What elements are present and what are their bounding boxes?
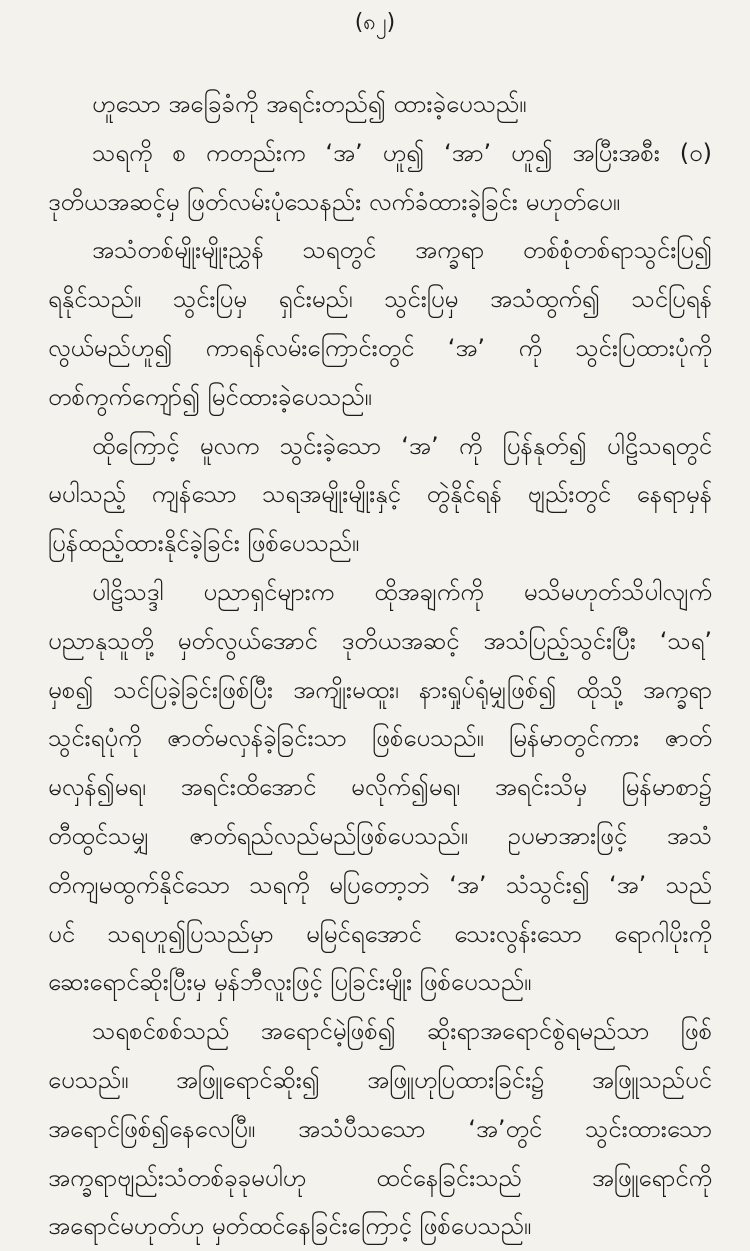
text-line: ပညာနုသူတို့ မှတ်လွယ်အောင် ဒုတိယအဆင့် အသံပြည့်သွင်းပြီး ‘သရ’ <box>48 626 712 655</box>
text-line: အသံတစ်မျိုးမျိုးညွှန် သရတွင် အက္ခရာ တစ်စုံတစ်ရာသွင်းပြ၍ <box>92 236 712 265</box>
text-line: သရစင်စစ်သည် အရောင်မဲ့ဖြစ်၍ ဆိုးရာအရောင်စွဲရမည်သာ ဖြစ် <box>92 1017 712 1046</box>
text-line: သရကို စ ကတည်းက ‘အ’ ဟူ၍ ‘အာ’ ဟူ၍ အပြီးအစီး (၀) <box>92 138 712 167</box>
text-line: လွယ်မည်ဟူ၍ ကာရန်လမ်းကြောင်းတွင် ‘အ’ ကို သွင်းပြထားပုံကို <box>48 333 712 362</box>
text-line: တီထွင်သမျှ ဇာတ်ရည်လည်မည်ဖြစ်ပေသည်။ ဥပမာအားဖြင့် အသံ <box>48 821 712 850</box>
paragraph <box>48 1007 712 1251</box>
text-line: မှစ၍ သင်ပြခဲ့ခြင်းဖြစ်ပြီး အကျိုးမထူး၊ နားရှုပ်ရုံမျှဖြစ်၍ ထိုသို့ အက္ခရာ <box>48 675 712 704</box>
text-line: အရောင်မဟုတ်ဟု မှတ်ထင်နေခြင်းကြောင့် ဖြစ်ပေသည်။ <box>48 1212 532 1241</box>
text-line: သွင်းရပုံကို ဇာတ်မလှန်ခဲ့ခြင်းသာ ဖြစ်ပေသည်။ မြန်မာတွင်ကား ဇာတ် <box>48 724 712 753</box>
text-line: ဒုတိယအဆင့်မှ ဖြတ်လမ်းပုံသေနည်း လက်ခံထားခဲ့ခြင်း မဟုတ်ပေ။ <box>48 187 621 216</box>
text-line: အရောင်ဖြစ်၍နေလေပြီ။ အသံပီသသော ‘အ’တွင် သွင်းထားသော <box>48 1114 712 1143</box>
text-line: ဆေးရောင်ဆိုးပြီးမှ မှန်ဘီလူးဖြင့် ပြခြင်းမျိုး ဖြစ်ပေသည်။ <box>48 968 532 997</box>
text-line: ပြန်ထည့်ထားနိုင်ခဲ့ခြင်း ဖြစ်ပေသည်။ <box>48 529 360 558</box>
text-line: ထိုကြောင့် မူလက သွင်းခဲ့သော ‘အ’ ကို ပြန်နုတ်၍ ပါဠိသရတွင် <box>92 431 712 460</box>
paragraph <box>48 129 712 227</box>
page-number: (၈၂) <box>354 10 396 35</box>
text-line: အက္ခရာဗျည်းသံတစ်ခုခုမပါဟု ထင်နေခြင်းသည် အဖြူရောင်ကို <box>48 1163 712 1192</box>
paragraph <box>48 568 712 1007</box>
text-line: တစ်ကွက်ကျော်၍ မြင်ထားခဲ့ပေသည်။ <box>48 382 372 411</box>
text-line: ပင် သရဟူ၍ပြသည်မှာ မမြင်ရအောင် သေးလွန်းသော ရောဂါပိုးကို <box>48 919 712 948</box>
text-line: တိကျမထွက်နိုင်သော သရကို မပြတော့ဘဲ ‘အ’ သံသွင်း၍ ‘အ’ သည် <box>48 870 712 899</box>
body-text <box>48 80 712 1251</box>
text-line: ပါဠိသဒ္ဒါ ပညာရှင်များက ထိုအချက်ကို မသိမဟုတ်သိပါလျက် <box>92 577 712 606</box>
paragraph <box>48 422 712 568</box>
text-line: ရနိုင်သည်။ သွင်းပြမှ ရှင်းမည်၊ သွင်းပြမှ အသံထွက်၍ သင်ပြရန် <box>48 285 712 314</box>
paragraph <box>48 80 712 129</box>
text-line: မပါသည့် ကျန်သော သရအမျိုးမျိုးနှင့် တွဲနိုင်ရန် ဗျည်းတွင် နေရာမှန် <box>48 480 712 509</box>
text-line: ပေသည်။ အဖြူရောင်ဆိုး၍ အဖြူဟုပြထားခြင်း၌ အဖြူသည်ပင် <box>48 1065 712 1094</box>
text-line: ဟူသော အခြေခံကို အရင်းတည်၍ ထားခဲ့ပေသည်။ <box>92 90 527 118</box>
paragraph <box>48 226 712 421</box>
text-line: မလှန်၍မရ၊ အရင်းထိအောင် မလိုက်၍မရ၊ အရင်းသိမှ မြန်မာစာ၌ <box>48 773 712 802</box>
